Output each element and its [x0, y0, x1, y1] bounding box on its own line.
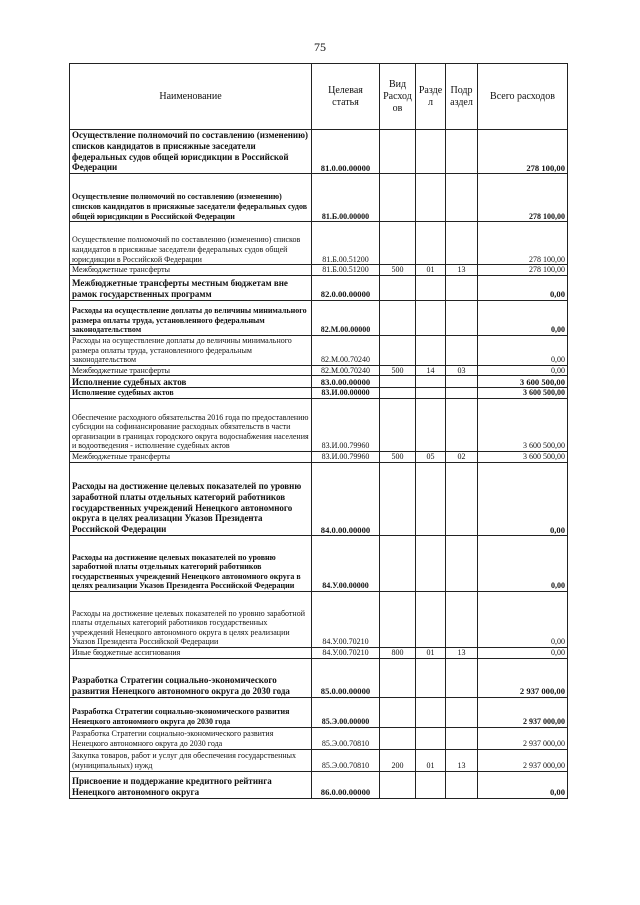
cell-total: 2 937 000,00: [478, 749, 568, 771]
cell-total: 0,00: [478, 300, 568, 335]
cell-kind: [380, 697, 416, 727]
cell-total: 0,00: [478, 275, 568, 300]
cell-name: Межбюджетные трансферты местным бюджетам вне рамок государственных программ: [70, 275, 312, 300]
cell-target: 83.И.00.79960: [312, 398, 380, 451]
cell-kind: [380, 727, 416, 749]
table-body: [70, 130, 568, 799]
cell-name: Закупка товаров, работ и услуг для обеспечения государственных (муниципальных) нужд: [70, 749, 312, 771]
cell-target: 81.Б.00.00000: [312, 174, 380, 222]
table-row: [70, 365, 568, 376]
cell-section: [416, 398, 446, 451]
table-row: [70, 376, 568, 388]
cell-name: Межбюджетные трансферты: [70, 265, 312, 276]
cell-target: 82.М.00.00000: [312, 300, 380, 335]
header-name: Наименование: [70, 64, 312, 130]
cell-subsection: 03: [446, 365, 478, 376]
table-row: [70, 771, 568, 798]
cell-target: 85.Э.00.00000: [312, 697, 380, 727]
cell-total: 278 100,00: [478, 174, 568, 222]
cell-subsection: [446, 462, 478, 535]
cell-total: 2 937 000,00: [478, 697, 568, 727]
cell-subsection: [446, 398, 478, 451]
cell-name: Расходы на достижение целевых показателей по уровню заработной платы отдельных категорий работников государственных учреждений Ненецкого автономного округа в целях реализации Указов Президента Российской Федерации: [70, 462, 312, 535]
cell-name: Осуществление полномочий по составлению (изменению) списков кандидатов в присяжные заседатели федеральных судов общей юрисдикции в Российской Федерации: [70, 174, 312, 222]
cell-kind: 500: [380, 365, 416, 376]
cell-total: 2 937 000,00: [478, 727, 568, 749]
cell-name: Присвоение и поддержание кредитного рейтинга Ненецкого автономного округа: [70, 771, 312, 798]
cell-kind: [380, 462, 416, 535]
table-header-row: [70, 64, 568, 130]
cell-kind: 500: [380, 451, 416, 462]
cell-target: 84.У.00.00000: [312, 535, 380, 591]
cell-total: 3 600 500,00: [478, 398, 568, 451]
table-row: [70, 727, 568, 749]
table-row: [70, 275, 568, 300]
cell-subsection: [446, 275, 478, 300]
cell-kind: [380, 300, 416, 335]
cell-section: [416, 335, 446, 365]
table-row: [70, 697, 568, 727]
cell-section: [416, 388, 446, 399]
table-row: [70, 265, 568, 276]
cell-target: 82.0.00.00000: [312, 275, 380, 300]
cell-name: Межбюджетные трансферты: [70, 451, 312, 462]
table-row: [70, 749, 568, 771]
cell-section: [416, 771, 446, 798]
cell-kind: 500: [380, 265, 416, 276]
cell-target: 85.Э.00.70810: [312, 727, 380, 749]
cell-name: Расходы на достижение целевых показателей по уровню заработной платы отдельных категорий работников государственных учреждений Ненецкого автономного округа в целях реализации Указов Президента Российской Федерации: [70, 535, 312, 591]
cell-total: 3 600 500,00: [478, 376, 568, 388]
cell-total: 3 600 500,00: [478, 451, 568, 462]
cell-kind: [380, 398, 416, 451]
cell-section: 01: [416, 647, 446, 658]
cell-kind: [380, 335, 416, 365]
cell-kind: 800: [380, 647, 416, 658]
cell-section: [416, 174, 446, 222]
cell-section: [416, 591, 446, 647]
cell-name: Разработка Стратегии социально-экономического развития Ненецкого автономного округа до 2030 года: [70, 697, 312, 727]
cell-name: Исполнение судебных актов: [70, 376, 312, 388]
cell-subsection: [446, 727, 478, 749]
table-row: [70, 300, 568, 335]
cell-subsection: [446, 335, 478, 365]
cell-name: Исполнение судебных актов: [70, 388, 312, 399]
cell-target: 83.И.00.00000: [312, 388, 380, 399]
cell-total: 3 600 500,00: [478, 388, 568, 399]
cell-kind: 200: [380, 749, 416, 771]
cell-section: 05: [416, 451, 446, 462]
cell-section: [416, 300, 446, 335]
cell-target: 81.Б.00.51200: [312, 265, 380, 276]
cell-total: 0,00: [478, 365, 568, 376]
cell-name: Расходы на осуществление доплаты до величины минимального размера оплаты труда, установленного федеральным законодательством: [70, 335, 312, 365]
table-row: [70, 591, 568, 647]
page-number: 75: [314, 40, 326, 54]
cell-subsection: 13: [446, 265, 478, 276]
cell-section: [416, 727, 446, 749]
cell-name: Осуществление полномочий по составлению (изменению) списков кандидатов в присяжные заседатели федеральных судов общей юрисдикции в Российской Федерации: [70, 130, 312, 174]
cell-target: 82.М.00.70240: [312, 335, 380, 365]
cell-target: 84.У.00.70210: [312, 647, 380, 658]
header-section: Разде л: [416, 64, 446, 130]
cell-kind: [380, 388, 416, 399]
cell-target: 86.0.00.00000: [312, 771, 380, 798]
cell-total: 0,00: [478, 462, 568, 535]
cell-name: Разработка Стратегии социально-экономического развития Ненецкого автономного округа до 2030 года: [70, 727, 312, 749]
cell-kind: [380, 771, 416, 798]
cell-total: 0,00: [478, 647, 568, 658]
cell-subsection: 02: [446, 451, 478, 462]
header-subsection: Подр аздел: [446, 64, 478, 130]
cell-subsection: [446, 591, 478, 647]
cell-target: 83.0.00.00000: [312, 376, 380, 388]
table-row: [70, 130, 568, 174]
cell-subsection: [446, 376, 478, 388]
cell-kind: [380, 658, 416, 697]
cell-total: 278 100,00: [478, 222, 568, 265]
table-row: [70, 462, 568, 535]
header-target: Целевая статья: [312, 64, 380, 130]
cell-total: 2 937 000,00: [478, 658, 568, 697]
cell-name: Межбюджетные трансферты: [70, 365, 312, 376]
cell-total: 278 100,00: [478, 265, 568, 276]
cell-target: 83.И.00.79960: [312, 451, 380, 462]
table-row: [70, 388, 568, 399]
cell-subsection: [446, 771, 478, 798]
cell-section: [416, 130, 446, 174]
cell-target: 85.0.00.00000: [312, 658, 380, 697]
cell-name: Разработка Стратегии социально-экономического развития Ненецкого автономного округа до 2030 года: [70, 658, 312, 697]
cell-total: 278 100,00: [478, 130, 568, 174]
cell-kind: [380, 130, 416, 174]
cell-subsection: [446, 388, 478, 399]
table-row: [70, 658, 568, 697]
cell-name: Обеспечение расходного обязательства 2016 года по предоставлению субсидии на софинансирование расходных обязательств в части организации в границах городского округа водоснабжения населения и водоотведения - исполнение судебных актов: [70, 398, 312, 451]
cell-subsection: [446, 535, 478, 591]
cell-kind: [380, 275, 416, 300]
cell-subsection: [446, 658, 478, 697]
cell-section: [416, 275, 446, 300]
cell-subsection: [446, 300, 478, 335]
cell-section: [416, 658, 446, 697]
cell-section: [416, 222, 446, 265]
cell-section: 01: [416, 265, 446, 276]
table-row: [70, 335, 568, 365]
table-row: [70, 398, 568, 451]
cell-subsection: 13: [446, 647, 478, 658]
expense-table: [69, 63, 568, 799]
cell-subsection: [446, 697, 478, 727]
header-total: Всего расходов: [478, 64, 568, 130]
table-row: [70, 451, 568, 462]
cell-target: 84.У.00.70210: [312, 591, 380, 647]
cell-name: Расходы на осуществление доплаты до величины минимального размера оплаты труда, установленного федеральным законодательством: [70, 300, 312, 335]
cell-target: 85.Э.00.70810: [312, 749, 380, 771]
cell-target: 81.0.00.00000: [312, 130, 380, 174]
cell-total: 0,00: [478, 771, 568, 798]
cell-subsection: [446, 222, 478, 265]
cell-kind: [380, 535, 416, 591]
cell-name: Осуществление полномочий по составлению (изменению) списков кандидатов в присяжные заседатели федеральных судов общей юрисдикции в Российской Федерации: [70, 222, 312, 265]
cell-section: 01: [416, 749, 446, 771]
cell-total: 0,00: [478, 591, 568, 647]
table-row: [70, 222, 568, 265]
cell-section: [416, 697, 446, 727]
cell-target: 81.Б.00.51200: [312, 222, 380, 265]
cell-section: [416, 462, 446, 535]
cell-section: [416, 376, 446, 388]
cell-name: Расходы на достижение целевых показателей по уровню заработной платы отдельных категорий работников государственных учреждений Ненецкого автономного округа в целях реализации Указов Президента Российской Федерации: [70, 591, 312, 647]
cell-kind: [380, 222, 416, 265]
cell-kind: [380, 174, 416, 222]
table-row: [70, 647, 568, 658]
cell-subsection: 13: [446, 749, 478, 771]
cell-total: 0,00: [478, 535, 568, 591]
cell-section: 14: [416, 365, 446, 376]
table-row: [70, 174, 568, 222]
cell-subsection: [446, 130, 478, 174]
cell-section: [416, 535, 446, 591]
cell-target: 82.М.00.70240: [312, 365, 380, 376]
cell-name: Иные бюджетные ассигнования: [70, 647, 312, 658]
cell-target: 84.0.00.00000: [312, 462, 380, 535]
table-row: [70, 535, 568, 591]
cell-subsection: [446, 174, 478, 222]
cell-kind: [380, 591, 416, 647]
cell-kind: [380, 376, 416, 388]
header-kind: Вид Расход ов: [380, 64, 416, 130]
cell-total: 0,00: [478, 335, 568, 365]
